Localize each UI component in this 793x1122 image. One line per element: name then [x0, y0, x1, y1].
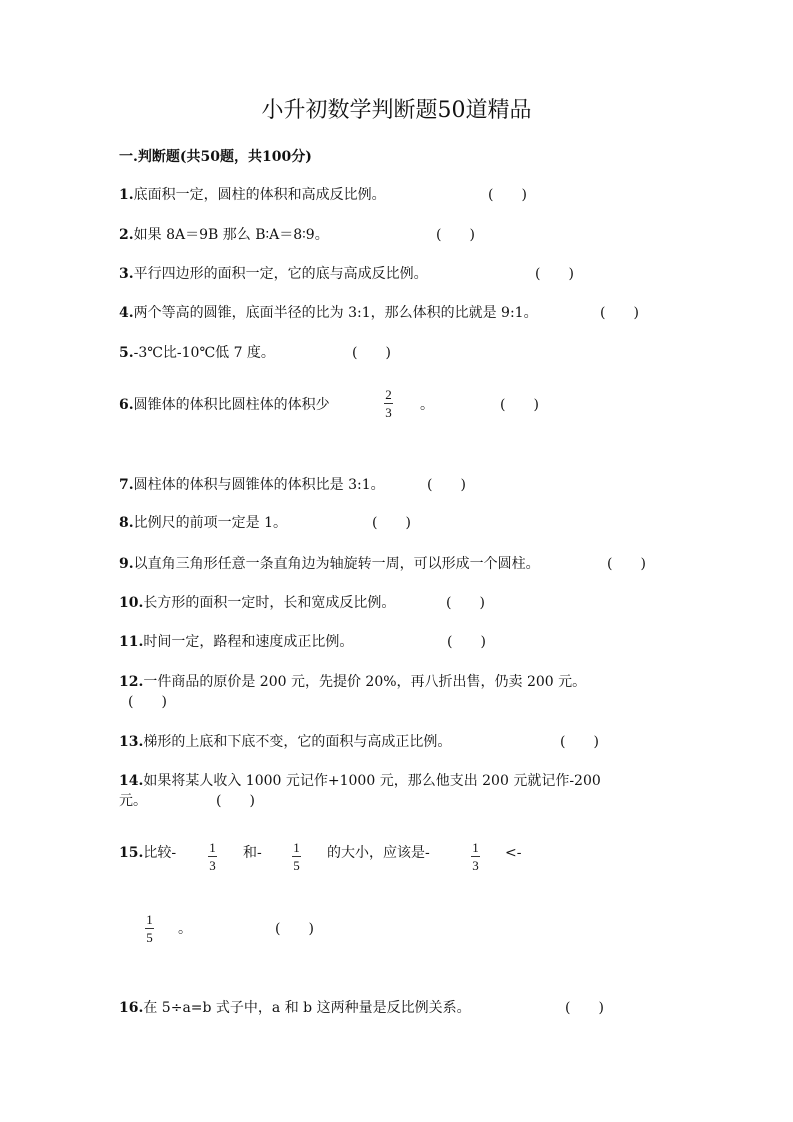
fraction-bar: [384, 403, 393, 404]
question-1: [119, 186, 386, 204]
question-number: 9.: [119, 556, 134, 572]
question-text: 比较-: [143, 845, 177, 861]
answer-blank[interactable]: ( ): [560, 734, 599, 750]
fraction: [208, 841, 217, 872]
fraction: [145, 913, 154, 944]
fraction-bar: [471, 856, 480, 857]
question-number: 12.: [119, 674, 144, 690]
question-text: 两个等高的圆锥，底面半径的比为 3:1，那么体积的比就是 9:1。: [133, 305, 538, 321]
question-13: [119, 733, 451, 751]
question-10: [119, 594, 395, 612]
question-11: [119, 633, 353, 651]
question-number: 2.: [119, 227, 134, 243]
answer-blank[interactable]: ( ): [607, 556, 646, 572]
denominator: 5: [146, 930, 153, 945]
question-number: 1.: [119, 187, 134, 203]
denominator: 3: [385, 405, 392, 420]
answer-blank[interactable]: ( ): [446, 595, 485, 611]
question-number: 4.: [119, 305, 134, 321]
question-text: 和-: [243, 845, 262, 861]
question-text: 底面积一定，圆柱的体积和高成反比例。: [133, 187, 386, 203]
question-number: 6.: [119, 397, 134, 413]
fraction-bar: [208, 856, 217, 857]
question-text: 的大小，应该是-: [327, 845, 430, 861]
question-4: [119, 304, 538, 322]
fraction: [471, 841, 480, 872]
question-text: 梯形的上底和下底不变，它的面积与高成正比例。: [143, 734, 452, 750]
numerator: 1: [146, 912, 153, 927]
section-heading: 一.判断题(共50题，共100分): [119, 149, 312, 165]
question-5: [119, 344, 275, 362]
numerator: 2: [385, 387, 392, 402]
denominator: 3: [209, 858, 216, 873]
question-text: 以直角三角形任意一条直角边为轴旋转一周，可以形成一个圆柱。: [133, 556, 540, 572]
denominator: 3: [472, 858, 479, 873]
question-3: [119, 265, 428, 283]
question-tail: 。: [420, 397, 434, 413]
question-text: 。: [178, 921, 192, 937]
numerator: 1: [209, 840, 216, 855]
question-number: 10.: [119, 595, 144, 611]
answer-blank[interactable]: ( ): [436, 227, 475, 243]
question-text: <-: [505, 845, 522, 861]
question-text: 平行四边形的面积一定，它的底与高成反比例。: [133, 266, 428, 282]
answer-blank[interactable]: ( ): [427, 477, 466, 493]
numerator: 1: [293, 840, 300, 855]
question-text: 比例尺的前项一定是 1。: [133, 515, 287, 531]
answer-blank[interactable]: ( ): [447, 634, 486, 650]
question-text: 圆锥体的体积比圆柱体的体积少: [133, 397, 330, 413]
answer-blank[interactable]: ( ): [488, 187, 527, 203]
question-text: 在 5÷a=b 式子中，a 和 b 这两种量是反比例关系。: [143, 1000, 471, 1016]
question-8: [119, 514, 287, 532]
question-text: 圆柱体的体积与圆锥体的体积比是 3:1。: [133, 477, 385, 493]
question-text: 如果将某人收入 1000 元记作+1000 元，那么他支出 200 元就记作-200: [143, 773, 601, 789]
fraction-bar: [292, 856, 301, 857]
answer-blank[interactable]: ( ): [600, 305, 639, 321]
question-12: [119, 673, 586, 691]
question-text: 一件商品的原价是 200 元，先提价 20%，再八折出售，仍卖 200 元。: [143, 674, 587, 690]
question-7: [119, 476, 385, 494]
question-text: -3℃比-10℃低 7 度。: [133, 345, 275, 361]
numerator: 1: [472, 840, 479, 855]
question-number: 7.: [119, 477, 134, 493]
question-number: 3.: [119, 266, 134, 282]
question-14: [119, 772, 601, 790]
question-text-continued: 元。: [119, 793, 147, 809]
answer-blank[interactable]: ( ): [565, 1000, 604, 1016]
answer-blank[interactable]: ( ): [500, 397, 539, 413]
question-text: 如果 8A＝9B 那么 B∶A＝8∶9。: [133, 227, 329, 243]
question-number: 16.: [119, 1000, 144, 1016]
page-title: 小升初数学判断题50道精品: [261, 98, 532, 123]
question-6: [119, 396, 330, 414]
question-number: 15.: [119, 845, 144, 861]
question-16: [119, 999, 471, 1017]
answer-blank[interactable]: ( ): [372, 515, 411, 531]
question-number: 5.: [119, 345, 134, 361]
question-15: [119, 844, 176, 862]
answer-blank[interactable]: ( ): [216, 793, 255, 809]
question-text: 长方形的面积一定时，长和宽成反比例。: [143, 595, 396, 611]
answer-blank[interactable]: ( ): [275, 921, 314, 937]
question-number: 13.: [119, 734, 144, 750]
question-9: [119, 555, 540, 573]
question-number: 11.: [119, 634, 144, 650]
answer-blank[interactable]: ( ): [352, 345, 391, 361]
question-number: 14.: [119, 773, 144, 789]
fraction-bar: [145, 928, 154, 929]
denominator: 5: [293, 858, 300, 873]
question-2: [119, 226, 329, 244]
fraction: [292, 841, 301, 872]
answer-blank[interactable]: ( ): [535, 266, 574, 282]
question-text: 时间一定，路程和速度成正比例。: [143, 634, 354, 650]
fraction: [384, 388, 393, 419]
question-number: 8.: [119, 515, 134, 531]
answer-blank[interactable]: ( ): [128, 694, 167, 710]
